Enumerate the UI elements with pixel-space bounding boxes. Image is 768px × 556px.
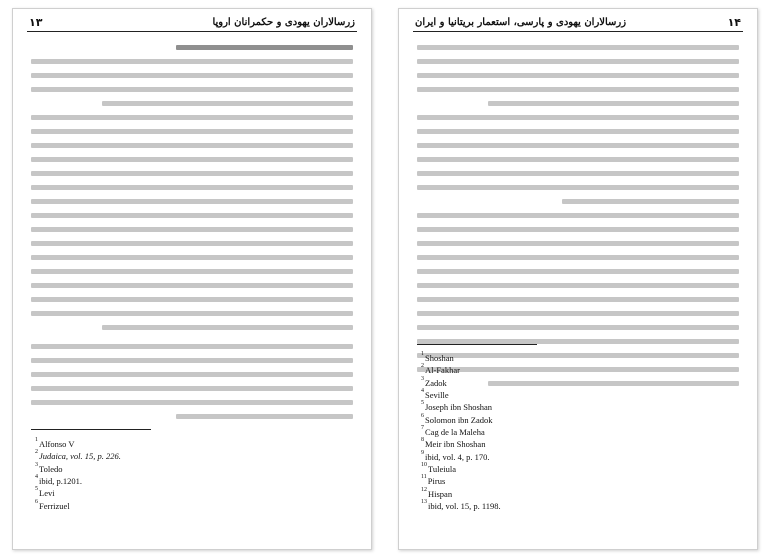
footnote: $^2$Judaica, vol. 15, p. 226. xyxy=(35,449,121,462)
body-text xyxy=(417,45,739,395)
footnote: $^1$Shoshan xyxy=(421,351,454,363)
footnote: $^4$ibid, p.1201. xyxy=(35,473,82,486)
text-line xyxy=(31,297,353,302)
text-line xyxy=(417,283,739,288)
page-number: ۱۳ xyxy=(29,16,43,29)
text-line xyxy=(417,129,739,134)
text-line xyxy=(31,129,353,134)
text-line xyxy=(417,227,739,232)
text-line xyxy=(31,311,353,316)
footnote: $^{10}$Tuleiula xyxy=(421,461,457,474)
text-line xyxy=(31,241,353,246)
text-line xyxy=(417,87,739,92)
text-line xyxy=(417,73,739,78)
right-page xyxy=(398,8,758,550)
footnote-separator xyxy=(31,429,151,430)
text-line xyxy=(417,269,739,274)
text-line xyxy=(31,269,353,274)
footnote: $^6$Solomon ibn Zadok xyxy=(421,412,493,425)
text-line xyxy=(31,157,353,162)
footnote: $^1$Alfonso V xyxy=(35,437,75,449)
footnote: $^{13}$ibid, vol. 15, p. 1198. xyxy=(421,498,501,511)
footnotes xyxy=(421,351,739,511)
text-line xyxy=(417,171,739,176)
footnote: $^9$ibid, vol. 4, p. 170. xyxy=(421,449,490,462)
footnote: $^4$Seville xyxy=(421,387,449,400)
text-line xyxy=(417,115,739,120)
text-line xyxy=(31,213,353,218)
text-line xyxy=(562,199,739,204)
text-line xyxy=(31,227,353,232)
text-line xyxy=(417,143,739,148)
text-line xyxy=(417,311,739,316)
text-line xyxy=(417,185,739,190)
running-header: زرسالاران یهودی و حکمرانان اروپا xyxy=(212,17,355,28)
text-line xyxy=(417,325,739,330)
footnote: $^8$Meir ibn Shoshan xyxy=(421,437,486,450)
text-line xyxy=(31,255,353,260)
text-line xyxy=(417,255,739,260)
page-header xyxy=(27,15,357,32)
text-line xyxy=(417,157,739,162)
footnote: $^5$Levi xyxy=(35,486,55,499)
running-header: زرسالاران یهودی و پارسی، استعمار بریتانیا و ایران xyxy=(415,17,627,28)
text-line xyxy=(417,241,739,246)
text-line xyxy=(31,171,353,176)
text-line xyxy=(31,59,353,64)
page-number: ۱۴ xyxy=(727,16,741,29)
text-line xyxy=(31,73,353,78)
text-line xyxy=(488,101,739,106)
text-line xyxy=(417,297,739,302)
text-line xyxy=(417,45,739,50)
footnote: $^{11}$Pirus xyxy=(421,474,446,487)
footnote: $^{12}$Hispan xyxy=(421,486,453,499)
text-line xyxy=(176,414,353,419)
text-line xyxy=(31,372,353,377)
footnote: $^2$Al-Fakhar xyxy=(421,363,460,376)
page-header xyxy=(413,15,743,32)
footnote: $^5$Joseph ibn Shoshan xyxy=(421,400,493,413)
text-line xyxy=(417,59,739,64)
text-line xyxy=(102,101,353,106)
text-line xyxy=(31,115,353,120)
text-line xyxy=(31,87,353,92)
footnote: $^3$Zadok xyxy=(421,375,447,388)
text-line xyxy=(31,344,353,349)
text-line xyxy=(417,213,739,218)
text-line xyxy=(102,325,353,330)
text-line xyxy=(31,199,353,204)
footnote: $^6$Ferrizuel xyxy=(35,498,70,511)
text-line xyxy=(31,386,353,391)
text-line xyxy=(31,400,353,405)
text-line xyxy=(31,358,353,363)
text-line xyxy=(31,143,353,148)
footnote: $^3$Toledo xyxy=(35,461,63,474)
left-page xyxy=(12,8,372,550)
footnotes xyxy=(35,437,353,511)
section-heading xyxy=(176,45,353,50)
text-line xyxy=(31,283,353,288)
footnote-separator xyxy=(417,344,537,345)
text-line xyxy=(31,185,353,190)
body-text xyxy=(31,45,353,428)
footnote: $^7$Cag de la Maleha xyxy=(421,424,485,437)
